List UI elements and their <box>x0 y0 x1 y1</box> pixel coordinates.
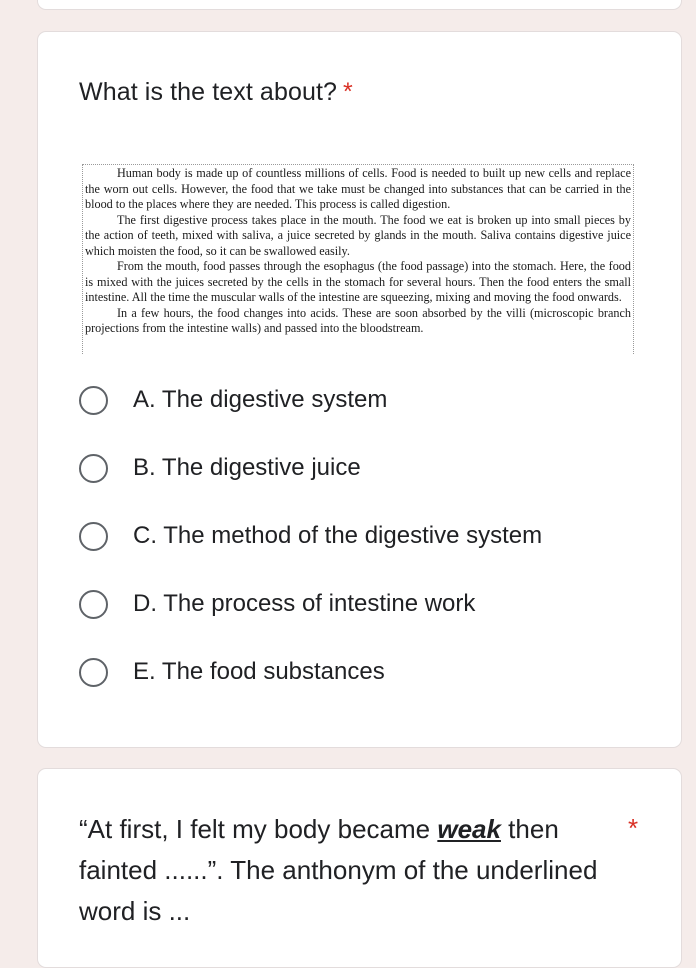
reading-passage-image <box>82 164 634 354</box>
option-label: A. The digestive system <box>133 386 388 413</box>
question-title <box>79 78 353 107</box>
question-title-text: What is the text about? <box>79 78 338 106</box>
previous-question-card <box>37 0 682 10</box>
option-c[interactable] <box>79 516 639 556</box>
option-label: E. The food substances <box>133 658 385 685</box>
option-label: B. The digestive juice <box>133 454 361 481</box>
question-card-2 <box>37 768 682 968</box>
option-label: C. The method of the digestive system <box>133 522 543 549</box>
radio-button-icon[interactable] <box>79 658 108 687</box>
option-label: D. The process of intestine work <box>133 590 476 617</box>
passage-paragraph-4: In a few hours, the food changes into acids. These are soon absorbed by the villi (microscopic branch projections from the intestine walls) and passed into the bloodstream. <box>85 305 631 335</box>
underlined-word: weak <box>437 814 501 844</box>
radio-button-icon[interactable] <box>79 386 108 415</box>
passage-paragraph-2: The first digestive process takes place in the mouth. The food we eat is broken up into small pieces by the action of teeth, mixed with saliva, a juice secreted by glands in the mouth. Saliva contains digestive juice which moisten the food, so it can be swallowed easily. <box>85 212 631 258</box>
option-b[interactable] <box>79 448 639 488</box>
question-2-text-before: “At first, I felt my body became <box>79 814 438 844</box>
radio-button-icon[interactable] <box>79 454 108 483</box>
option-e[interactable] <box>79 652 639 692</box>
question-2-title <box>79 809 619 932</box>
required-asterisk: * <box>628 813 639 843</box>
passage-paragraph-1: Human body is made up of countless millions of cells. Food is needed to built up new cells and replace the worn out cells. However, the food that we take must be changed into substances that can be carried in the blood to the places where they are needed. This process is called digestion. <box>85 166 631 211</box>
radio-button-icon[interactable] <box>79 590 108 619</box>
option-a[interactable] <box>79 380 639 420</box>
radio-button-icon[interactable] <box>79 522 108 551</box>
passage-paragraph-3: From the mouth, food passes through the esophagus (the food passage) into the stomach. Here, the food is mixed with the juices secreted by the cells in the stomach for several hours. Then the food enters the small intestine. All the time the muscular walls of the intestine are squeezing, mixing and moving the food onwards. <box>85 259 631 304</box>
question-card-1 <box>37 31 682 748</box>
required-asterisk: * <box>343 78 353 106</box>
question-2-text-after: then fainted ......”. The anthonym of the underlined word is ... <box>79 814 598 926</box>
option-d[interactable] <box>79 584 639 624</box>
